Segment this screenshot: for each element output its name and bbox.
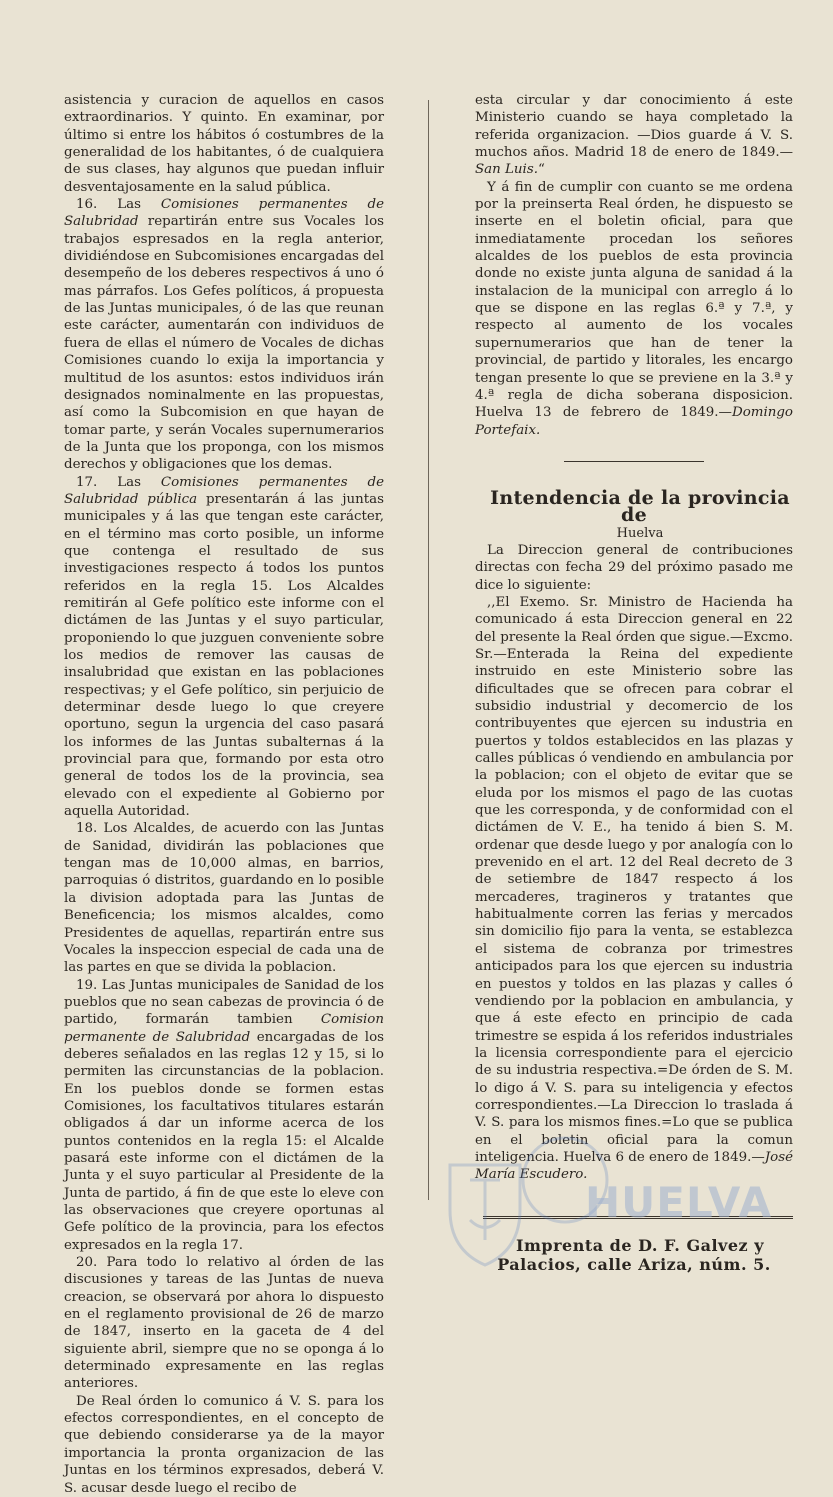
governor-order	[475, 179, 793, 439]
rule-20: 20. Para todo lo relativo al órden de las discusiones y tareas de las Juntas de nueva creacion, se observará por ahora lo dispuesto en el reglamento provisional de 26 de marzo de 1847, inserto en la gaceta de 4 del siguiente abril, siempre que no se oponga á lo determinado expresamente en las reglas anteriores.	[64, 1255, 384, 1392]
rule-17-emphasis: Comisiones permanentes de Salubridad pública	[64, 474, 384, 507]
section-heading: Intendencia de la provincia de	[490, 486, 790, 527]
signature-escudero: José María Escudero.	[475, 1149, 793, 1183]
signature-san-luis: San Luis.	[475, 162, 538, 178]
intendencia-intro: La Direccion general de contribuciones directas con fecha 29 del próximo pasado me dice lo siguiente:	[475, 542, 793, 593]
section-divider	[564, 461, 704, 462]
rule-16-pre: 16. Las	[76, 197, 161, 213]
intendencia-body	[475, 594, 793, 1184]
rule-18: 18. Los Alcaldes, de acuerdo con las Juntas de Sanidad, dividirán las poblaciones que tengan mas de 10,000 almas, en barrios, parroquias ó distritos, guardando en lo posible la division adoptada para las Juntas de Beneficencia; los mismos alcaldes, como Presidentes de aquellas, repartirán entre sus Vocales la inspeccion especial de cada una de las partes en que se divida la poblacion.	[64, 821, 384, 976]
rule-17-pre: 17. Las	[76, 474, 161, 490]
rule-16-emphasis: Comisiones permanentes de Salubridad	[64, 197, 384, 230]
section-subheading: Huelva	[616, 525, 664, 541]
rule-19-emphasis: Comision permanente de Salubridad	[64, 1012, 384, 1045]
intendencia-body-text: ,,El Exemo. Sr. Ministro de Hacienda ha comunicado á esta Direccion general en 22 del presente la Real órden que sigue.—Excmo. Sr.—Enterada la Reina del expediente instruido en este Ministerio sobre las dificultades que se ofrecen para cobrar el subsidio industrial y decomercio de los contribuyentes que ejercen su industria en puertos y toldos establecidos en las plazas y calles públicas ó vendiendo en ambulancia por la poblacion; con el objeto de evitar que se eluda por los mismos el pago de las cuotas que les corresponda, y de conformidad con el dictámen de V. E., ha tenido á bien S. M. ordenar que desde luego y por analogía con lo prevenido en el art. 12 del Real decreto de 3 de setiembre de 1847 respecto á los mercaderes, tragineros y tratantes que habitualmente corren las ferias y mercados sin domicilio fijo para la venta, se establezca el sistema de cobranza por trimestres anticipados para los que ejercen su industria en puestos y toldos en las plazas y calles ó vendiendo por la poblacion en ambulancia, y que á este efecto en principio de cada trimestre se espida á los referidos industriales la licensia correspondiente para el ejercicio de su industria respectiva.=De órden de S. M. lo digo á V. S. para su inteligencia y efectos correspondientes.—La Direccion lo traslada á V. S. para los mismos fines.=Lo que se publica en el boletin oficial para la comun inteligencia. Huelva 6 de enero de 1849.—	[475, 594, 793, 1165]
closing-quote: “	[537, 162, 545, 178]
rule-19-body: encargadas de los deberes señalados en las reglas 12 y 15, si lo permiten las circunstancias de la poblacion. En los pueblos donde se formen estas Comisiones, los facultativos titulares estarán obligados á dar un informe acerca de los puntos contenidos en la regla 15: el Alcalde pasará este informe con el dictámen de la Junta y el suyo particular al Presidente de la Junta de partido, á fin de que este lo eleve con las observaciones que creyere oportunas al Gefe político de la provincia, para los efectos expresados en la regla 17.	[64, 1029, 385, 1253]
rule-19	[64, 977, 384, 1255]
circular-end-body: esta circular y dar conocimiento á este Ministerio cuando se haya completado la referida organizacion. —Dios guarde á V. S. muchos años. Madrid 18 de enero de 1849.—	[475, 93, 793, 161]
rule-16-body: repartirán entre sus Vocales los trabajos espresados en la regla anterior, dividiéndose en Subcomisiones encargadas del desempeño de los deberes respectivos á uno ó mas párrafos. Los Gefes políticos, á propuesta de las Juntas municipales, ó de las que reunan este carácter, aumentarán con individuos de fuera de ellas el número de Vocales de dichas Comisiones cuando lo exija la importancia y multitud de los asuntos: estos individuos irán designados nominalmente en las propuestas, así como la Subcomision en que hayan de tomar parte, y serán Vocales supernumerarios de la Junta que los proponga, con los mismos derechos y obligaciones que los demas.	[64, 214, 384, 473]
left-paragraph-continuation: asistencia y curacion de aquellos en casos extraordinarios. Y quinto. En examinar, por último si entre los hábitos ó costumbres de la generalidad de los habitantes, ó de cualquiera de sus clases, hay algunos que puedan influir desventajosamente en la salud pública.	[64, 93, 384, 195]
rule-17-body: presentarán á las juntas municipales y á las que tengan este carácter, en el término mas corto posible, un informe que contenga el resultado de sus investigaciones respecto á todos los puntos referidos en la regla 15. Los Alcaldes remitirán al Gefe político este informe con el dictámen de las Juntas y el suyo particular, proponiendo lo que juzguen conveniente sobre los medios de remover las causas de insalubridad que existan en las poblaciones respectivas; y el Gefe político, sin perjuicio de determinar desde luego lo que creyere oportuno, segun la urgencia del caso pasará los informes de las Juntas subalternas á la provincial para que, formando por esta otro general de todos los de la provincia, sea elevado con el expediente al Gobierno por aquella Autoridad.	[64, 491, 384, 820]
column-separator	[428, 100, 429, 1200]
right-column	[475, 92, 793, 1275]
left-column	[64, 92, 384, 1497]
circular-end	[475, 92, 793, 179]
stamp-watermark-text: HUELVA	[585, 1178, 773, 1227]
rule-19-pre: 19. Las Juntas municipales de Sanidad de los pueblos que no sean cabezas de provincia ó de partido, formarán tambien	[64, 977, 384, 1028]
rule-16	[64, 196, 384, 474]
governor-order-body: Y á fin de cumplir con cuanto se me ordena por la preinserta Real órden, he dispuesto se inserte en el boletin oficial, para que inmediatamente procedan los señores alcaldes de los pueblos de esta provincia donde no existe junta alguna de sanidad á la instalacion de la municipal con arreglo á lo que se dispone en las reglas 6.ª y 7.ª, y respecto al aumento de los vocales supernumerarios que han de tener la provincial, de partido y litorales, les encargo tengan presente lo que se previene en la 3.ª y 4.ª regla de dicha soberana disposicion. Huelva 13 de febrero de 1849.—	[475, 179, 793, 421]
signature-portefaix: Domingo Portefaix.	[475, 405, 793, 438]
closing-paragraph: De Real órden lo comunico á V. S. para los efectos correspondientes, en el concepto de que debiendo considerarse ya de la mayor importancia la pronta organizacion de las Juntas en los términos expresados, deberá V. S. acusar desde luego el recibo de	[64, 1393, 384, 1496]
imprint-text: Imprenta de D. F. Galvez y Palacios, calle Ariza, núm. 5.	[497, 1235, 771, 1274]
rule-17	[64, 474, 384, 821]
